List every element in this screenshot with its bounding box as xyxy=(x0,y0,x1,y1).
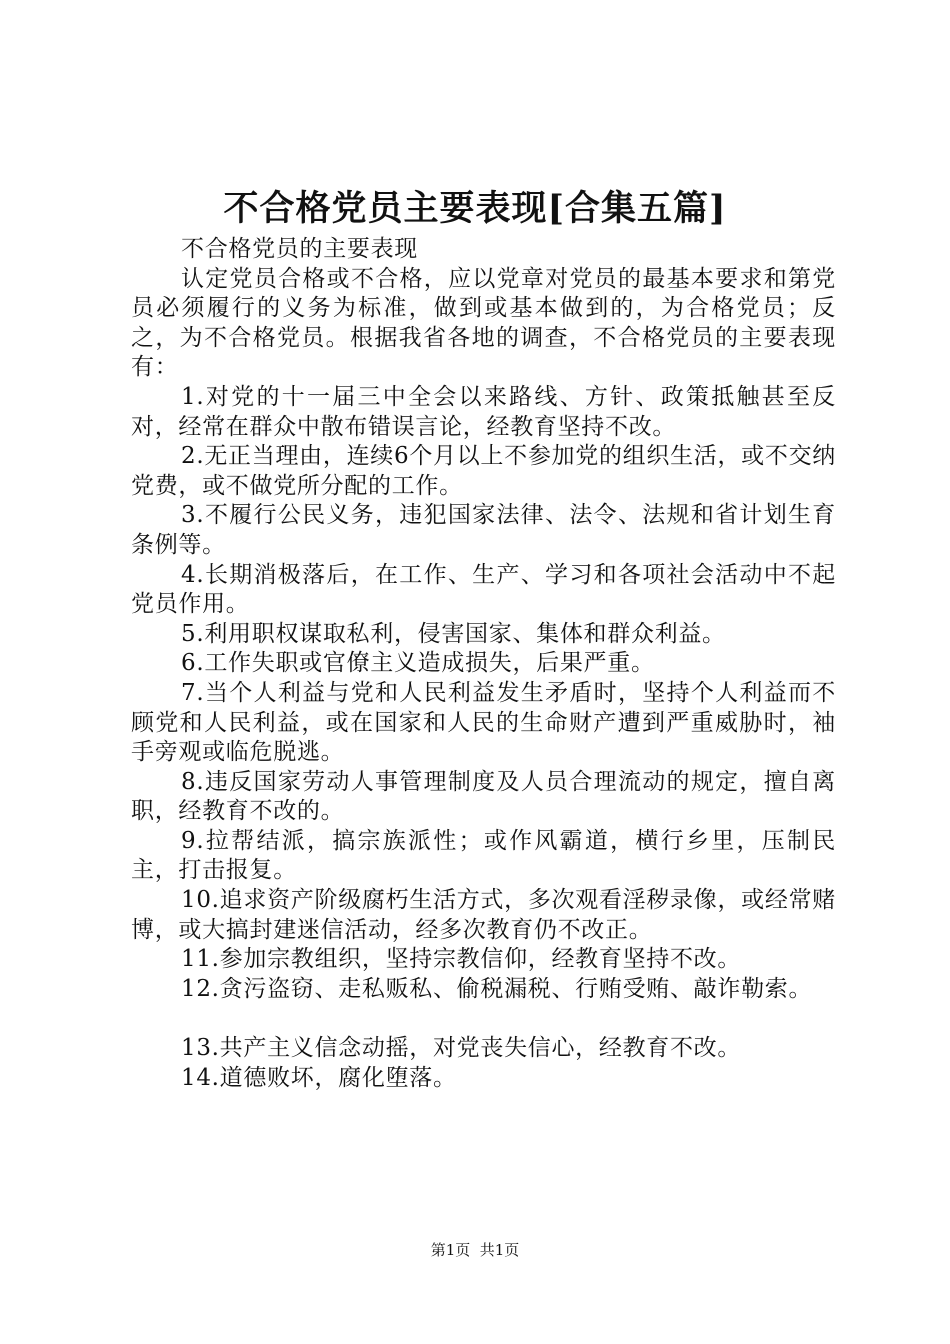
list-item-13: 13.共产主义信念动摇，对党丧失信心，经教育不改。 xyxy=(181,1035,742,1062)
list-item-10: 10.追求资产阶级腐朽生活方式，多次观看淫秽录像，或经常赌博，或大搞封建迷信活动，经多次教育仍不改正。 xyxy=(131,887,836,943)
list-item-14: 14.道德败坏，腐化堕落。 xyxy=(181,1065,457,1092)
list-item-9: 9.拉帮结派，搞宗族派性；或作风霸道，横行乡里，压制民主，打击报复。 xyxy=(131,827,836,884)
list-item-4: 4.长期消极落后，在工作、生产、学习和各项社会活动中不起党员作用。 xyxy=(131,561,836,618)
list-item-5: 5.利用职权谋取私利，侵害国家、集体和群众利益。 xyxy=(181,620,726,647)
list-item-1: 1.对党的十一届三中全会以来路线、方针、政策抵触甚至反对，经常在群众中散布错误言论，经教育坚持不改。 xyxy=(131,383,836,440)
page-footer: 第1页 共1页 xyxy=(430,1241,520,1259)
list-item-11: 11.参加宗教组织，坚持宗教信仰，经教育坚持不改。 xyxy=(181,946,742,973)
list-item-2: 2.无正当理由，连续6个月以上不参加党的组织生活，或不交纳党费，或不做党所分配的工作。 xyxy=(131,443,836,499)
list-item-7: 7.当个人利益与党和人民利益发生矛盾时，坚持个人利益而不顾党和人民利益，或在国家和人民的生命财产遭到严重威胁时，袖手旁观或临危脱逃。 xyxy=(131,679,836,766)
list-item-8: 8.违反国家劳动人事管理制度及人员合理流动的规定，擅自离职，经教育不改的。 xyxy=(131,768,836,825)
document-body xyxy=(131,235,836,1094)
list-item-6: 6.工作失职或官僚主义造成损失，后果严重。 xyxy=(181,650,655,677)
paragraph-subtitle: 不合格党员的主要表现 xyxy=(181,236,418,262)
document-title: 不合格党员主要表现[合集五篇] xyxy=(223,188,727,229)
paragraph-intro: 认定党员合格或不合格，应以党章对党员的最基本要求和第党员必须履行的义务为标准，做到或基本做到的，为合格党员；反之，为不合格党员。根据我省各地的调查，不合格党员的主要表现有： xyxy=(131,265,836,381)
list-item-12: 12.贪污盗窃、走私贩私、偷税漏税、行贿受贿、敲诈勒索。 xyxy=(181,975,813,1002)
list-item-3: 3.不履行公民义务，违犯国家法律、法令、法规和省计划生育条例等。 xyxy=(131,502,836,558)
